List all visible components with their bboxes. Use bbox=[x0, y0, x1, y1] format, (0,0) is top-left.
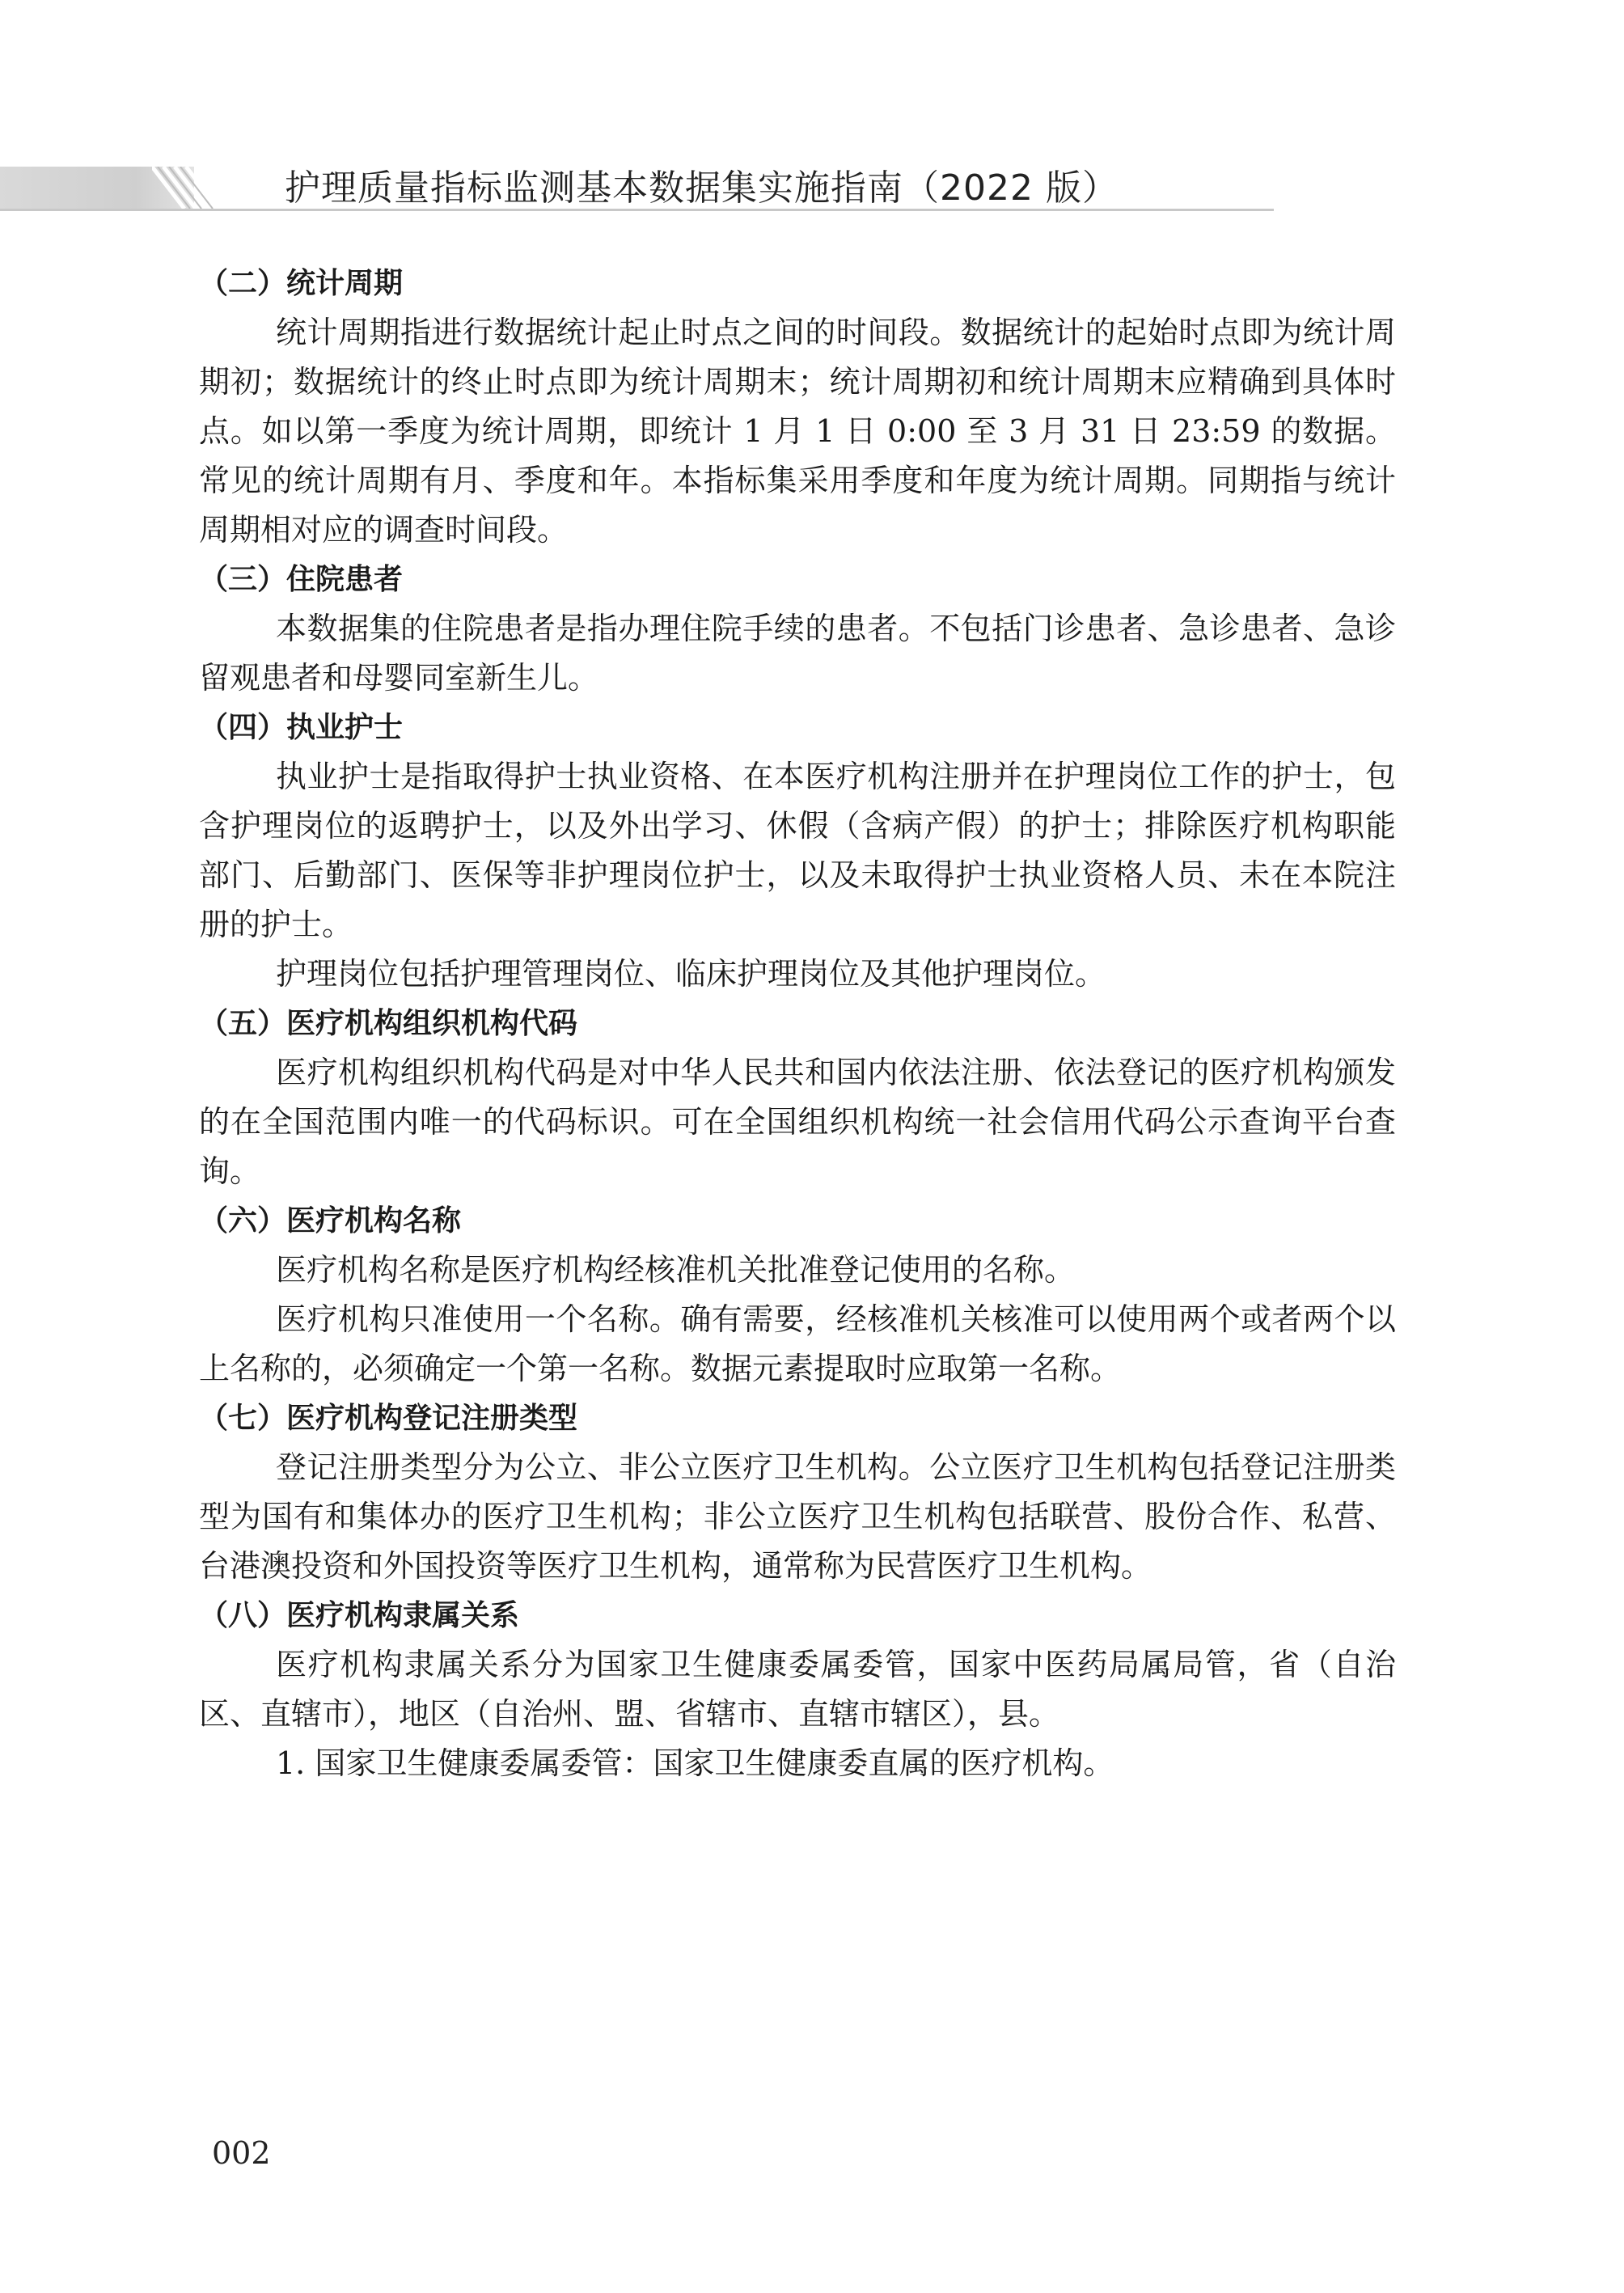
section-heading: （二）统计周期 bbox=[199, 267, 404, 300]
section-heading: （三）住院患者 bbox=[199, 563, 404, 596]
paragraph: 医疗机构组织机构代码是对中华人民共和国内依法注册、依法登记的医疗机构颁发的在全国范围内唯一的代码标识。可在全国组织机构统一社会信用代码公示查询平台查询。 bbox=[199, 1055, 1396, 1189]
section-heading: （五）医疗机构组织机构代码 bbox=[199, 1007, 578, 1040]
section-heading: （八）医疗机构隶属关系 bbox=[199, 1599, 520, 1632]
section-organization-code bbox=[199, 999, 1396, 1196]
paragraph: 护理岗位包括护理管理岗位、临床护理岗位及其他护理岗位。 bbox=[276, 956, 1106, 992]
paragraph: 本数据集的住院患者是指办理住院手续的患者。不包括门诊患者、急诊患者、急诊留观患者和母婴同室新生儿。 bbox=[199, 611, 1396, 696]
running-header-title: 护理质量指标监测基本数据集实施指南（2022 版） bbox=[285, 167, 1119, 209]
section-institution-name bbox=[199, 1196, 1396, 1394]
paragraph: 登记注册类型分为公立、非公立医疗卫生机构。公立医疗卫生机构包括登记注册类型为国有和集体办的医疗卫生机构；非公立医疗卫生机构包括联营、股份合作、私营、台港澳投资和外国投资等医疗卫生机构，通常称为民营医疗卫生机构。 bbox=[199, 1449, 1396, 1584]
header-rule bbox=[0, 209, 1274, 211]
paragraph: 统计周期指进行数据统计起止时点之间的时间段。数据统计的起始时点即为统计周期初；数据统计的终止时点即为统计周期末；统计周期初和统计周期末应精确到具体时点。如以第一季度为统计周期，即统计 1 月 1 日 0:00 至 3 月 31 日 23:59 的数据。常见的统计周期有月、季度和年。本指标集采用季度和年度为统计周期。同期指与统计周期相对应的调查时间段。 bbox=[199, 315, 1396, 548]
section-heading: （六）医疗机构名称 bbox=[199, 1204, 462, 1237]
page-number: 002 bbox=[212, 2135, 271, 2171]
section-registration-type bbox=[199, 1394, 1396, 1591]
paragraph: 医疗机构隶属关系分为国家卫生健康委属委管，国家中医药局属局管，省（自治区、直辖市），地区（自治州、盟、省辖市、直辖市辖区），县。 bbox=[199, 1647, 1396, 1732]
paragraph: 医疗机构只准使用一个名称。确有需要，经核准机关核准可以使用两个或者两个以上名称的，必须确定一个第一名称。数据元素提取时应取第一名称。 bbox=[199, 1301, 1396, 1386]
section-licensed-nurses bbox=[199, 703, 1396, 999]
paragraph: 医疗机构名称是医疗机构经核准机关批准登记使用的名称。 bbox=[276, 1252, 1076, 1288]
section-heading: （四）执业护士 bbox=[199, 711, 404, 744]
paragraph: 1. 国家卫生健康委属委管：国家卫生健康委直属的医疗机构。 bbox=[276, 1745, 1114, 1781]
section-inpatients bbox=[199, 555, 1396, 703]
page-body bbox=[199, 259, 1396, 1788]
section-heading: （七）医疗机构登记注册类型 bbox=[199, 1402, 578, 1435]
paragraph: 执业护士是指取得护士执业资格、在本医疗机构注册并在护理岗位工作的护士，包含护理岗位的返聘护士，以及外出学习、休假（含病产假）的护士；排除医疗机构职能部门、后勤部门、医保等非护理岗位护士，以及未取得护士执业资格人员、未在本院注册的护士。 bbox=[199, 759, 1396, 942]
section-statistical-period bbox=[199, 259, 1396, 555]
section-affiliation bbox=[199, 1591, 1396, 1788]
header-stripes-decoration bbox=[152, 167, 225, 209]
